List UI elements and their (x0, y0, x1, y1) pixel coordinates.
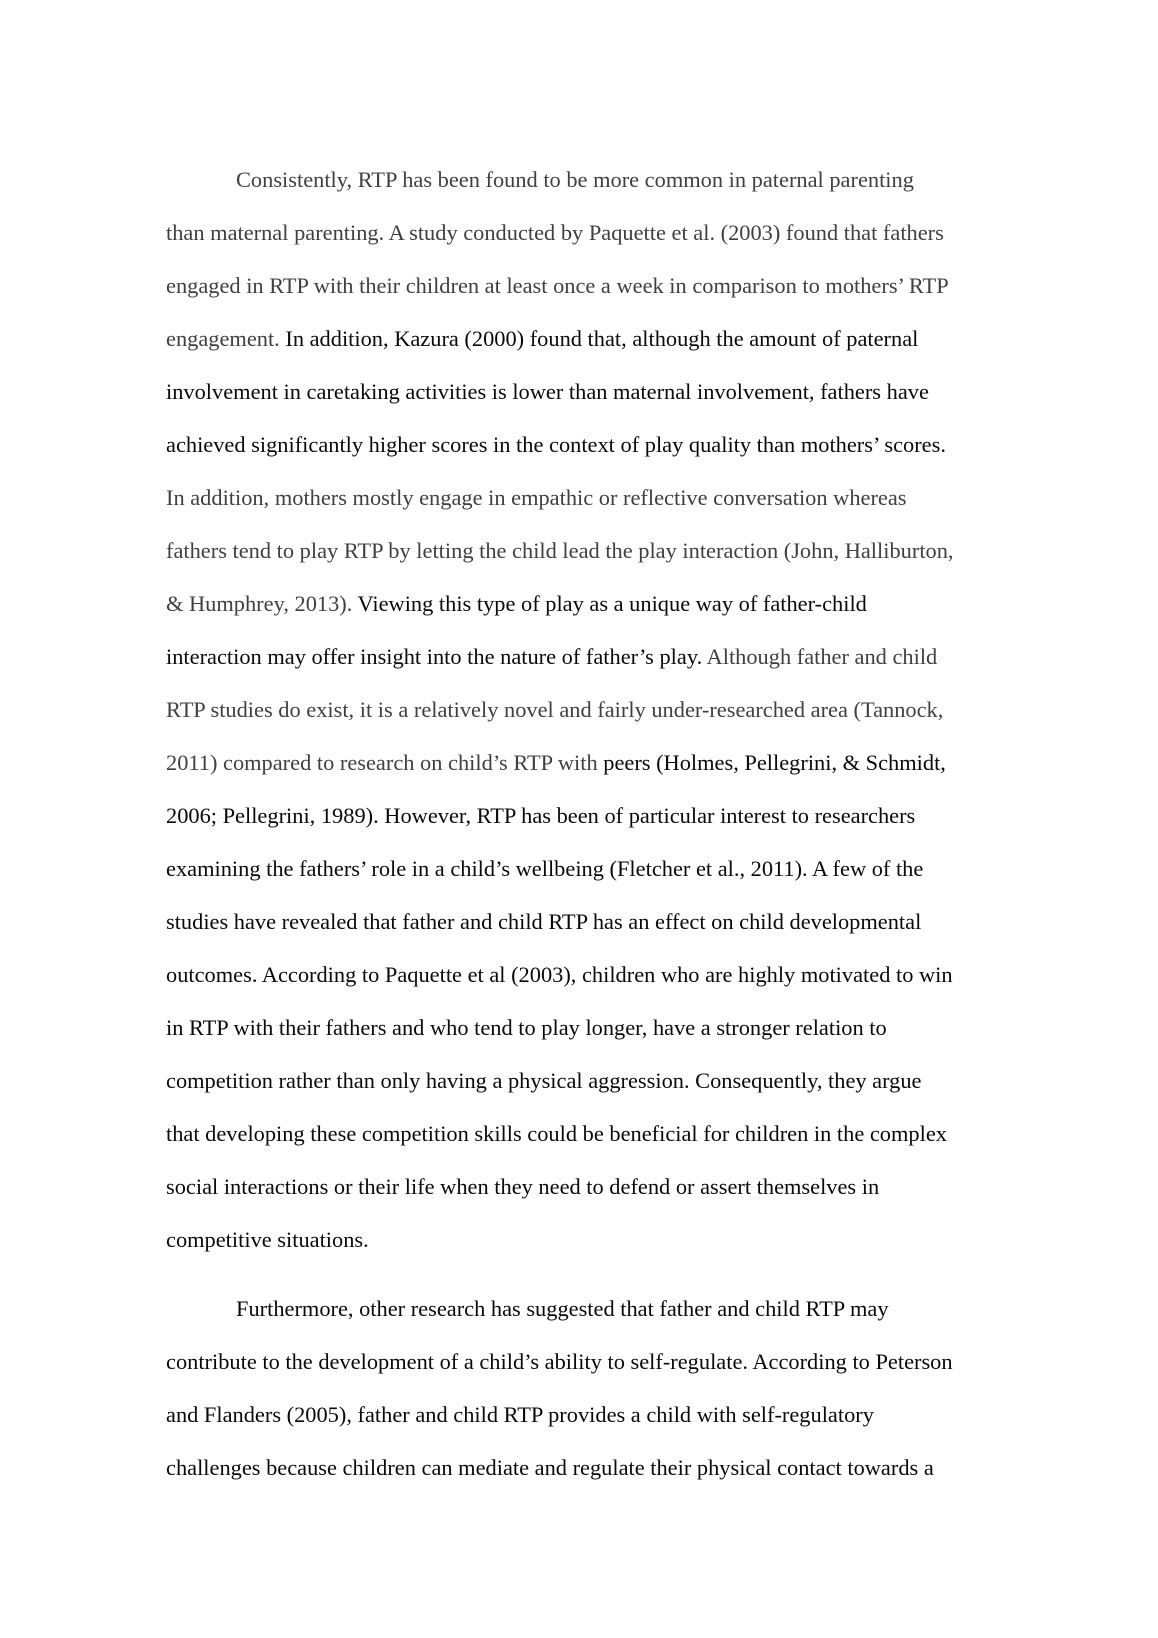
text-run: involvement in caretaking activities is lower than maternal involvement, fathers have (166, 379, 929, 404)
paragraph-1-line-6 (166, 431, 946, 459)
paragraph-1-line-11 (166, 696, 943, 724)
paragraph-1-line-4 (166, 325, 918, 353)
paragraph-2-line-3 (166, 1401, 874, 1429)
text-run: engagement. (166, 326, 286, 351)
paragraph-1-line-7 (166, 484, 907, 512)
text-run: competitive situations. (166, 1227, 369, 1252)
text-run: contribute to the development of a child’s ability to self-regulate. According to Peterson (166, 1349, 953, 1374)
text-run: challenges because children can mediate and regulate their physical contact towards a (166, 1455, 934, 1480)
text-run: competition rather than only having a physical aggression. Consequently, they argue (166, 1068, 922, 1093)
paragraph-1-line-19 (166, 1120, 947, 1148)
text-run: studies have revealed that father and child RTP has an effect on child developmental (166, 909, 922, 934)
text-run: achieved significantly higher scores in the context of play quality than mothers’ scores. (166, 432, 946, 457)
paragraph-1-line-1 (236, 166, 914, 194)
paragraph-1-line-12 (166, 749, 946, 777)
paragraph-1-line-3 (166, 272, 949, 300)
paragraph-1-line-17 (166, 1014, 887, 1042)
text-run: interaction may offer insight into the nature of father’s play. (166, 644, 707, 669)
paragraph-1-line-13 (166, 802, 915, 830)
text-run: in RTP with their fathers and who tend to play longer, have a stronger relation to (166, 1015, 887, 1040)
paragraph-1-line-18 (166, 1067, 922, 1095)
paragraph-1-line-8 (166, 537, 954, 565)
text-run: engaged in RTP with their children at least once a week in comparison to mothers’ RTP (166, 273, 949, 298)
paragraph-1-line-20 (166, 1173, 879, 1201)
paragraph-1-line-2 (166, 219, 944, 247)
text-run: fathers tend to play RTP by letting the child lead the play interaction (John, Halliburton, (166, 538, 954, 563)
paragraph-2-line-1 (236, 1295, 889, 1323)
text-run: social interactions or their life when they need to defend or assert themselves in (166, 1174, 880, 1199)
text-run: & Humphrey, 2013). (166, 591, 358, 616)
text-run: 2006; Pellegrini, 1989). However, RTP has been of particular interest to researchers (166, 803, 916, 828)
text-run: 2011) compared to research on child’s RTP with (166, 750, 604, 775)
text-run: Viewing this type of play as a unique way of father-child (357, 591, 867, 616)
text-run: and Flanders (2005), father and child RTP provides a child with self-regulatory (166, 1402, 874, 1427)
text-run: than maternal parenting. A study conducted by Paquette et al. (2003) found that fathers (166, 220, 944, 245)
text-run: outcomes. According to Paquette et al (2003), children who are highly motivated to win (166, 962, 953, 987)
text-run: In addition, mothers mostly engage in empathic or reflective conversation whereas (166, 485, 907, 510)
paragraph-1-line-10 (166, 643, 937, 671)
paragraph-2-line-2 (166, 1348, 953, 1376)
paragraph-1-line-9 (166, 590, 867, 618)
text-run: Although father and child (706, 644, 938, 669)
paragraph-1-line-5 (166, 378, 929, 406)
text-run: In addition, Kazura (2000) found that, although the amount of paternal (285, 326, 919, 351)
paragraph-1-line-15 (166, 908, 921, 936)
text-run: peers (Holmes, Pellegrini, & Schmidt, (603, 750, 946, 775)
paragraph-1-line-21 (166, 1226, 369, 1254)
text-run: Consistently, RTP has been found to be more common in paternal parenting (236, 167, 914, 192)
paragraph-2-line-4 (166, 1454, 934, 1482)
text-run: RTP studies do exist, it is a relatively novel and fairly under-researched area (Tannock, (166, 697, 944, 722)
paragraph-1-line-14 (166, 855, 923, 883)
text-run: Furthermore, other research has suggested that father and child RTP may (236, 1296, 889, 1321)
text-run: examining the fathers’ role in a child’s wellbeing (Fletcher et al., 2011). A few of the (166, 856, 924, 881)
paragraph-1-line-16 (166, 961, 953, 989)
text-run: that developing these competition skills could be beneficial for children in the complex (166, 1121, 947, 1146)
